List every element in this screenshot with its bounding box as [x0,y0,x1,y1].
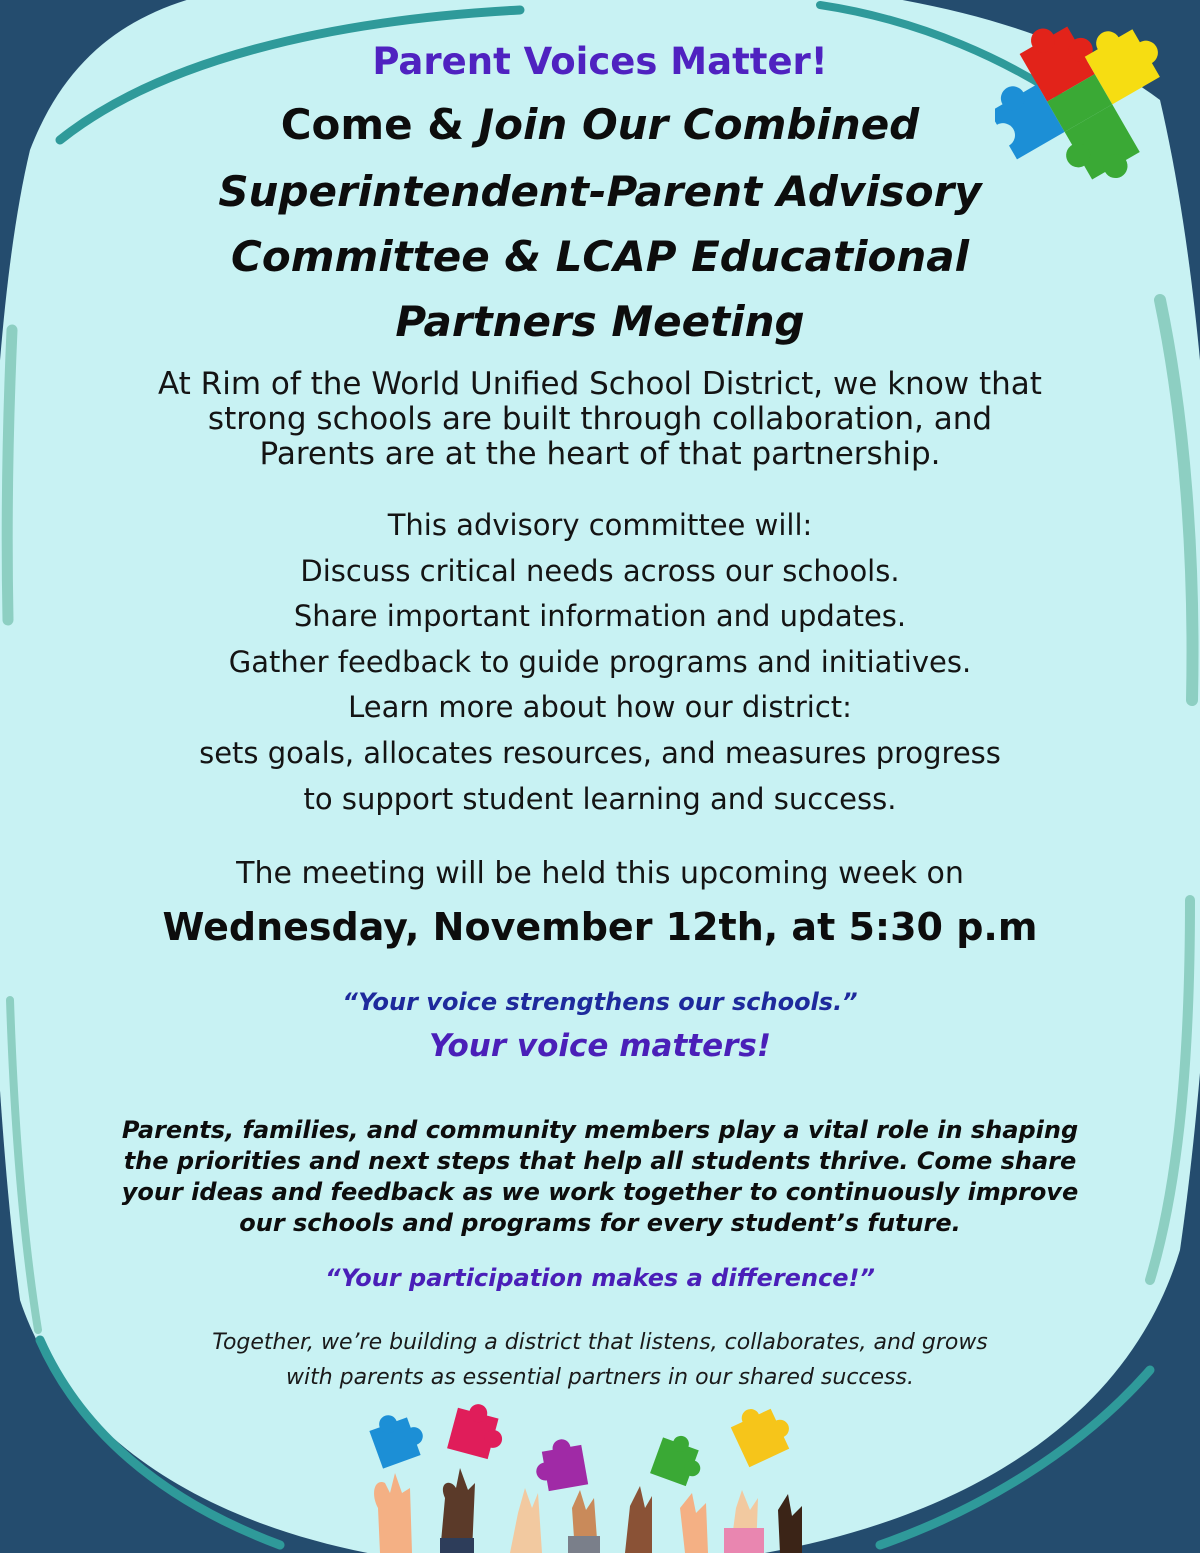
closing-line-1: Together, we’re building a district that listens, collaborates, and grows [212,1330,988,1355]
intro-line-1: At Rim of the World Unified School District, we know that [158,366,1042,402]
committee-item: to support student learning and success. [303,782,897,816]
committee-item: sets goals, allocates resources, and measures progress [199,736,1001,770]
intro-line-3: Parents are at the heart of that partnership. [259,436,941,472]
closing-line-2: with parents as essential partners in our shared success. [286,1365,914,1390]
body-line-4: our schools and programs for every student’s future. [239,1209,961,1237]
meeting-date: Wednesday, November 12th, at 5:30 p.m [162,905,1038,949]
title-lead: Come & [280,100,479,149]
committee-lead: This advisory committee will: [387,508,813,542]
meeting-lead: The meeting will be held this upcoming week on [236,856,964,891]
body-line-3: your ideas and feedback as we work together to continuously improve [121,1178,1079,1206]
committee-item: Gather feedback to guide programs and initiatives. [228,645,972,679]
committee-item: Share important information and updates. [293,599,907,633]
tagline: Parent Voices Matter! [372,40,828,83]
title-line-2: Superintendent-Parent Advisory [218,167,982,216]
body-line-1: Parents, families, and community members play a vital role in shaping [121,1116,1079,1144]
title-line-4: Partners Meeting [395,297,805,346]
title-line-1-rest: Join Our Combined [478,100,920,149]
quote-strengthens: “Your voice strengthens our schools.” [342,988,858,1016]
committee-item: Learn more about how our district: [348,690,852,724]
title-line-3: Committee & LCAP Educational [231,232,969,281]
title-line-1 [0,100,1200,149]
raised-hands-illustration [340,1398,820,1553]
body-line-2: the priorities and next steps that help all students thrive. Come share [123,1147,1077,1175]
quote-matters: Your voice matters! [429,1028,771,1064]
committee-item: Discuss critical needs across our schools. [300,554,900,588]
intro-line-2: strong schools are built through collaboration, and [207,401,993,437]
participation-quote: “Your participation makes a difference!” [325,1264,875,1292]
